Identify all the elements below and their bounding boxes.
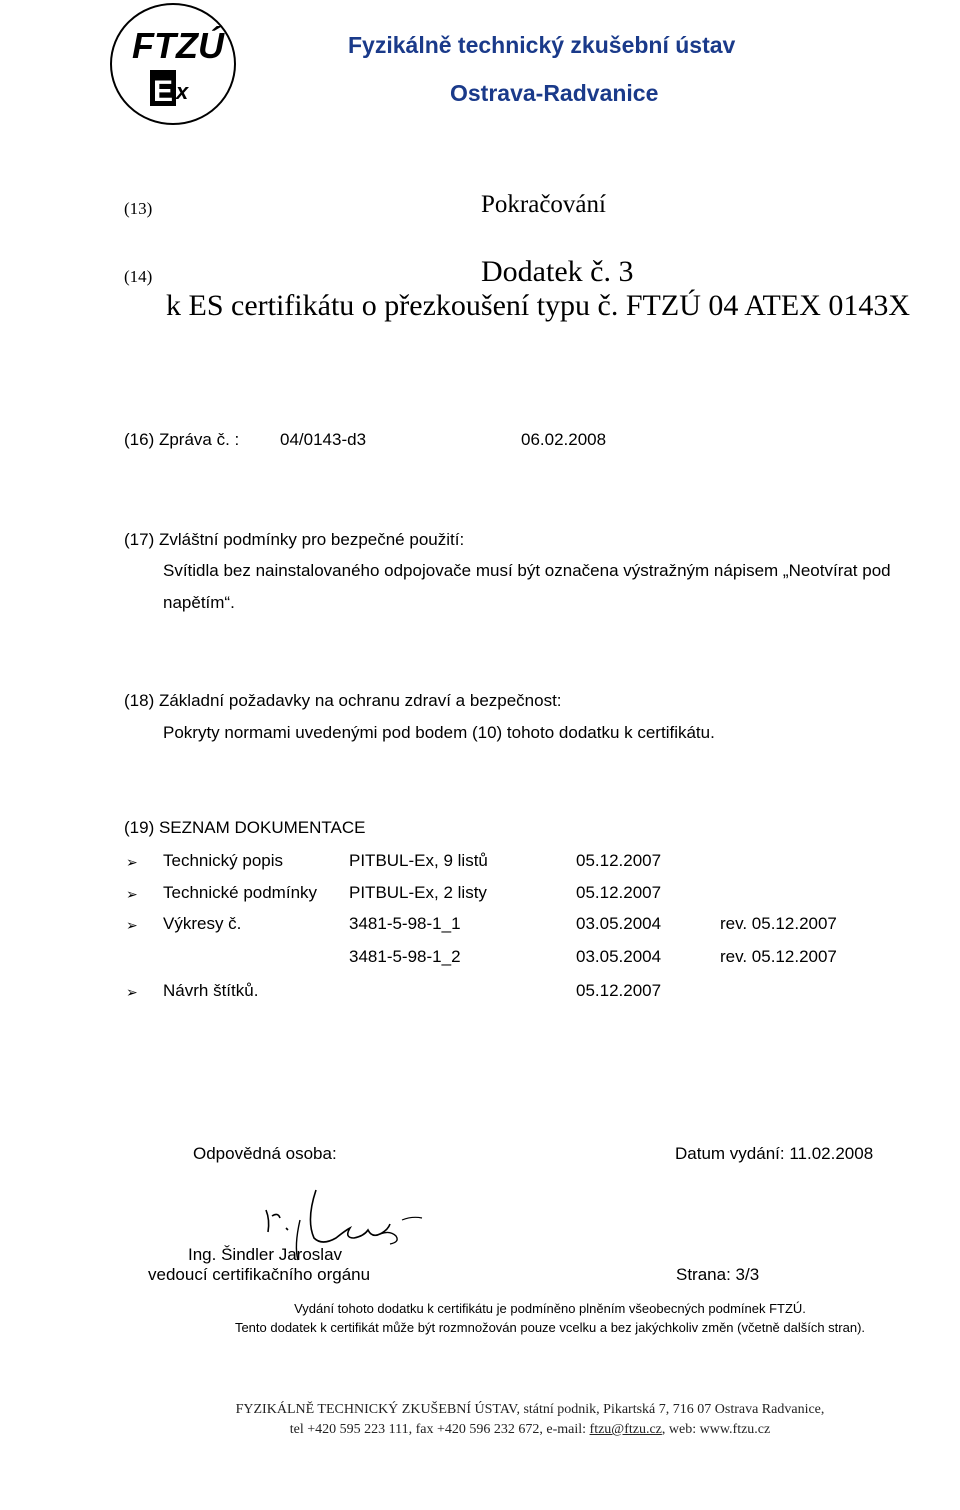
org-name-line2: Ostrava-Radvanice [450,80,659,106]
doc-name: Technické podmínky [163,883,318,902]
signatory-name: Ing. Šindler Jaroslav [188,1245,343,1264]
footer-contact [0,1422,960,1438]
section-17-text-line1: Svítidla bez nainstalovaného odpojovače musí být označena výstražným nápisem „Neotvírat pod [163,561,891,580]
report-number: 04/0143-d3 [280,430,367,449]
bullet-icon: ➢ [126,984,138,1000]
doc-ref: PITBUL-Ex, 2 listy [349,883,487,902]
footer-phone-fax: tel +420 595 223 111, fax +420 596 232 672, e-mail: [289,1422,590,1437]
section-17-heading: (17) Zvláštní podmínky pro bezpečné použití: [124,530,465,549]
item-number-14: (14) [124,267,153,286]
issue-condition-note: Vydání tohoto dodatku k certifikátu je podmíněno plněním všeobecných podmínek FTZÚ. [294,1301,806,1316]
doc-date: 03.05.2004 [576,947,662,966]
svg-text:FTZÚ: FTZÚ [132,25,224,66]
bullet-icon: ➢ [126,886,138,902]
item-number-13: (13) [124,199,153,218]
doc-ref: 3481-5-98-1_2 [349,947,461,966]
doc-ref: PITBUL-Ex, 9 listů [349,851,488,870]
doc-date: 05.12.2007 [576,981,662,1000]
doc-revision: rev. 05.12.2007 [720,947,837,966]
footer-web: , web: www.ftzu.cz [661,1422,771,1437]
svg-text:x: x [176,79,189,104]
report-date: 06.02.2008 [521,430,607,449]
certificate-title: k ES certifikátu o přezkoušení typu č. FTZÚ 04 ATEX 0143X [166,289,911,322]
doc-date: 05.12.2007 [576,851,662,870]
doc-date: 05.12.2007 [576,883,662,902]
signatory-role: vedoucí certifikačního orgánu [148,1265,371,1284]
continuation-title: Pokračování [481,191,606,218]
doc-name: Technický popis [163,851,284,870]
reproduction-note: Tento dodatek k certifikát může být rozmnožován pouze vcelku a bez jakýchkoliv změn (včetně dalších stran). [234,1320,866,1335]
bullet-icon: ➢ [126,854,138,870]
section-18-heading: (18) Základní požadavky na ochranu zdraví a bezpečnost: [124,691,562,710]
doc-ref: 3481-5-98-1_1 [349,914,461,933]
doc-date: 03.05.2004 [576,914,662,933]
doc-revision: rev. 05.12.2007 [720,914,837,933]
org-name-line1: Fyzikálně technický zkušební ústav [348,32,736,58]
page-number: Strana: 3/3 [676,1265,760,1284]
report-label: (16) Zpráva č. : [124,430,240,449]
section-19-heading: (19) SEZNAM DOKUMENTACE [124,818,366,837]
issue-date: Datum vydání: 11.02.2008 [675,1144,874,1163]
footer-address: FYZIKÁLNĚ TECHNICKÝ ZKUŠEBNÍ ÚSTAV, státní podnik, Pikartská 7, 716 07 Ostrava Radvanice, [235,1402,825,1417]
doc-name: Výkresy č. [163,914,242,933]
section-17-text-line2: napětím“. [163,593,235,612]
supplement-title: Dodatek č. 3 [481,255,634,288]
responsible-person-label: Odpovědná osoba: [193,1144,337,1163]
ftzu-ex-logo [106,0,240,128]
email-link[interactable]: ftzu@ftzu.cz [589,1422,662,1437]
section-18-text: Pokryty normami uvedenými pod bodem (10) tohoto dodatku k certifikátu. [163,723,715,742]
bullet-icon: ➢ [126,917,138,933]
svg-text:E: E [153,75,174,108]
doc-name: Návrh štítků. [163,981,259,1000]
